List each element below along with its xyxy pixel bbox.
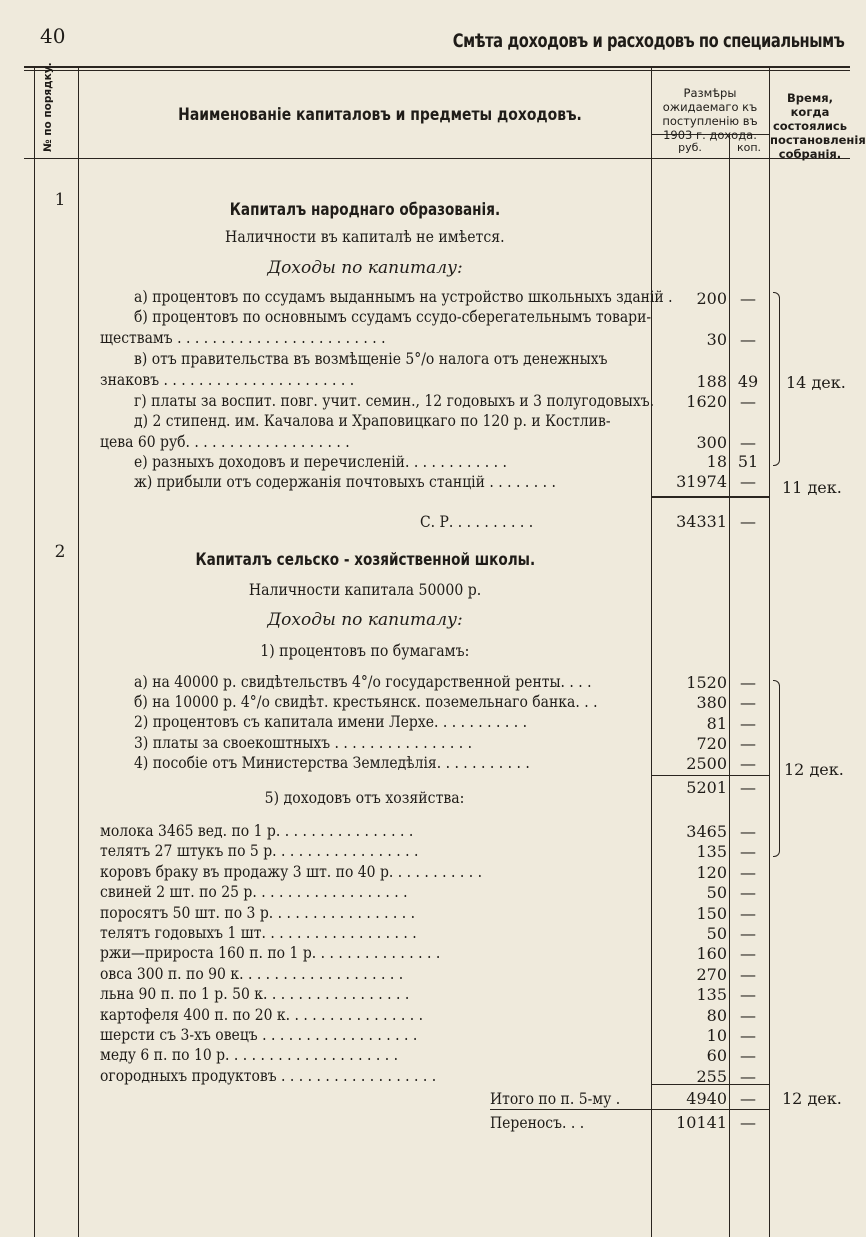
section1-item-a-kop: — (740, 289, 756, 308)
farm-item-rub: 3465 (686, 822, 727, 841)
section1-total-rule (651, 496, 769, 498)
farm-item-label: коровъ браку въ продажу 3 шт. по 40 р. . . . . . . . . . . (100, 863, 483, 881)
farm-item-label: телятъ 27 штукъ по 5 р. . . . . . . . . . . . . . . . . (100, 842, 419, 860)
section1-title: Капиталъ народнаго образованія. (229, 200, 501, 220)
carry-rule (490, 1109, 769, 1110)
farm-item-label: льна 90 п. по 1 р. 50 к. . . . . . . . . . . . . . . . . (100, 985, 410, 1003)
section2-number: 2 (54, 542, 66, 562)
carry-kop: — (740, 1113, 756, 1132)
farm-item-rub: 160 (696, 944, 727, 963)
section2-sub2-heading: 5) доходовъ отъ хозяйства: (265, 788, 465, 807)
left-border (34, 66, 35, 1237)
table-top-rule (24, 66, 850, 68)
farm-item-label: картофеля 400 п. по 20 к. . . . . . . . . . . . . . . . (100, 1006, 424, 1024)
section2-sub2-total-kop: — (740, 1089, 756, 1108)
section2-sub1-item: 2) процентовъ съ капитала имени Лерхе. . . . . . . . . . . (134, 713, 528, 731)
carry-rub: 10141 (676, 1113, 727, 1132)
section2-sub1-rub: 1520 (686, 673, 727, 692)
section2-sub1-kop: — (740, 714, 756, 733)
farm-item-rub: 50 (706, 924, 727, 943)
farm-item-label: огородныхъ продуктовъ . . . . . . . . . . . . . . . . . . (100, 1067, 437, 1085)
farm-item-label: телятъ годовыхъ 1 шт. . . . . . . . . . . . . . . . . . (100, 924, 417, 942)
farm-item-kop: — (740, 924, 756, 943)
section1-total-label: С. Р. . . . . . . . . . (420, 513, 534, 531)
section1-item-e: е) разныхъ доходовъ и перечисленій. . . . . . . . . . . . (134, 453, 507, 471)
header-time: Время, когда состоялись постановленія собранія. (770, 91, 866, 161)
section1-total-kop: — (740, 512, 756, 531)
section2-sub1-item: 3) платы за своекоштныхъ . . . . . . . . . . . . . . . . (134, 734, 473, 752)
section2-subtitle: Наличности капитала 50000 р. (248, 580, 482, 599)
section1-item-g-rub: 1620 (686, 392, 727, 411)
farm-item-label: шерсти съ 3-хъ овецъ . . . . . . . . . . . . . . . . . . (100, 1026, 418, 1044)
section2-income-heading: Доходы по капиталу: (267, 610, 463, 630)
farm-item-rub: 135 (696, 842, 727, 861)
farm-item-kop: — (740, 1046, 756, 1065)
section2-sub2-total-rub: 4940 (686, 1089, 727, 1108)
section2-sub1-item: б) на 10000 р. 4°/о свидѣт. крестьянск. поземельнаго банка. . . (134, 693, 598, 711)
section1-item-b: б) процентовъ по основнымъ ссудамъ ссудо-сберегательнымъ товари- (134, 308, 652, 326)
section2-sub2-total-label: Итого по п. 5-му . (490, 1090, 621, 1108)
farm-item-kop: — (740, 1067, 756, 1086)
farm-item-kop: — (740, 1026, 756, 1045)
section1-item-d-rub: 300 (696, 433, 727, 452)
section1-item-e-rub: 18 (706, 452, 727, 471)
header-rub: руб. (678, 141, 702, 154)
farm-item-label: меду 6 п. по 10 р. . . . . . . . . . . . . . . . . . . . (100, 1046, 398, 1064)
farm-item-kop: — (740, 1006, 756, 1025)
section1-item-d-kop: — (740, 433, 756, 452)
section2-sub1-item: 4) пособіе отъ Министерства Земледѣлія. . . . . . . . . . . (134, 754, 530, 772)
farm-item-label: овса 300 п. по 90 к. . . . . . . . . . . . . . . . . . . (100, 965, 404, 983)
section1-item-zh: ж) прибыли отъ содержанія почтовыхъ станцій . . . . . . . . (134, 473, 556, 491)
farm-item-rub: 120 (696, 863, 727, 882)
farm-item-kop: — (740, 822, 756, 841)
farm-item-rub: 135 (696, 985, 727, 1004)
farm-item-rub: 270 (696, 965, 727, 984)
section2-sub1-kop: — (740, 693, 756, 712)
section1-brace (773, 292, 780, 466)
header-bottom-rule (24, 158, 850, 159)
section1-item-v-cont: знаковъ . . . . . . . . . . . . . . . . . . . . . . (100, 371, 355, 389)
section2-sub2-total-rule (651, 1084, 769, 1085)
farm-item-label: поросятъ 50 шт. по 3 р. . . . . . . . . . . . . . . . . (100, 904, 416, 922)
page-number: 40 (40, 24, 66, 48)
section1-item-a: а) процентовъ по ссудамъ выданнымъ на устройство школьныхъ зданій . (134, 288, 673, 306)
farm-item-rub: 80 (706, 1006, 727, 1025)
farm-item-kop: — (740, 904, 756, 923)
section1-item-d: д) 2 стипенд. им. Качалова и Храповицкаго по 120 р. и Костлив- (134, 412, 611, 430)
section1-item-b-kop: — (740, 330, 756, 349)
section2-sub1-kop: — (740, 754, 756, 773)
header-amount: Размѣры ожидаемаго къ поступленію въ 1903 г. дохода. (662, 86, 758, 142)
col-divider-time (769, 66, 770, 1237)
header-name: Наименованіе капиталовъ и предметы доходовъ. (178, 105, 582, 125)
farm-item-rub: 255 (696, 1067, 727, 1086)
section2-date-1: 12 дек. (784, 760, 844, 779)
section1-subtitle: Наличности въ капиталѣ не имѣется. (225, 227, 505, 246)
section2-sub1-total-kop: — (740, 778, 756, 797)
section1-income-heading: Доходы по капиталу: (267, 258, 463, 278)
section2-sub1-heading: 1) процентовъ по бумагамъ: (260, 641, 470, 660)
farm-item-kop: — (740, 944, 756, 963)
section1-item-v: в) отъ правительства въ возмѣщеніе 5°/о налога отъ денежныхъ (134, 350, 608, 368)
section1-item-a-rub: 200 (696, 289, 727, 308)
section2-sub1-kop: — (740, 734, 756, 753)
section1-item-d-cont: цева 60 руб. . . . . . . . . . . . . . . . . . . (100, 433, 350, 451)
section2-sub1-total-rule (651, 775, 769, 776)
table-top-rule-2 (24, 70, 850, 71)
section2-date-2: 12 дек. (782, 1089, 842, 1108)
farm-item-rub: 10 (706, 1026, 727, 1045)
section2-sub1-rub: 81 (706, 714, 727, 733)
farm-item-kop: — (740, 842, 756, 861)
section1-item-e-kop: 51 (737, 452, 759, 471)
section1-item-g-kop: — (740, 392, 756, 411)
section1-item-b-cont: ществамъ . . . . . . . . . . . . . . . . . . . . . . . . (100, 329, 386, 347)
section2-sub1-rub: 2500 (686, 754, 727, 773)
farm-item-kop: — (740, 863, 756, 882)
section2-brace (773, 680, 780, 857)
section1-item-zh-rub: 31974 (676, 472, 727, 491)
farm-item-rub: 150 (696, 904, 727, 923)
section2-title: Капиталъ сельско - хозяйственной школы. (195, 550, 535, 570)
section1-number: 1 (54, 190, 66, 210)
running-title: Смѣта доходовъ и расходовъ по специальнымъ (452, 30, 844, 52)
section1-item-zh-kop: — (740, 472, 756, 491)
farm-item-kop: — (740, 965, 756, 984)
farm-item-rub: 50 (706, 883, 727, 902)
section2-sub1-total-rub: 5201 (686, 778, 727, 797)
farm-item-label: молока 3465 вед. по 1 р. . . . . . . . . . . . . . . . (100, 822, 414, 840)
section1-total-rub: 34331 (676, 512, 727, 531)
col-divider-number (78, 66, 79, 1237)
farm-item-label: ржи—прироста 160 п. по 1 р. . . . . . . . . . . . . . . (100, 944, 441, 962)
section2-sub1-item: а) на 40000 р. свидѣтельствъ 4°/о государственной ренты. . . . (134, 673, 592, 691)
farm-item-kop: — (740, 985, 756, 1004)
section1-item-b-rub: 30 (706, 330, 727, 349)
section2-sub1-rub: 380 (696, 693, 727, 712)
section1-date-1: 14 дек. (786, 373, 846, 392)
farm-item-label: свиней 2 шт. по 25 р. . . . . . . . . . . . . . . . . . (100, 883, 408, 901)
section2-sub1-rub: 720 (696, 734, 727, 753)
section1-item-v-kop: 49 (737, 372, 759, 391)
header-number: № по порядку. (42, 62, 54, 152)
carry-label: Переносъ. . . (490, 1114, 585, 1132)
farm-item-rub: 60 (706, 1046, 727, 1065)
header-kop: коп. (736, 141, 762, 154)
section1-date-2: 11 дек. (782, 478, 842, 497)
section1-item-g: г) платы за воспит. повг. учит. семин., 12 годовыхъ и 3 полугодовыхъ. (134, 392, 655, 410)
farm-item-kop: — (740, 883, 756, 902)
section2-sub1-kop: — (740, 673, 756, 692)
section1-item-v-rub: 188 (696, 372, 727, 391)
